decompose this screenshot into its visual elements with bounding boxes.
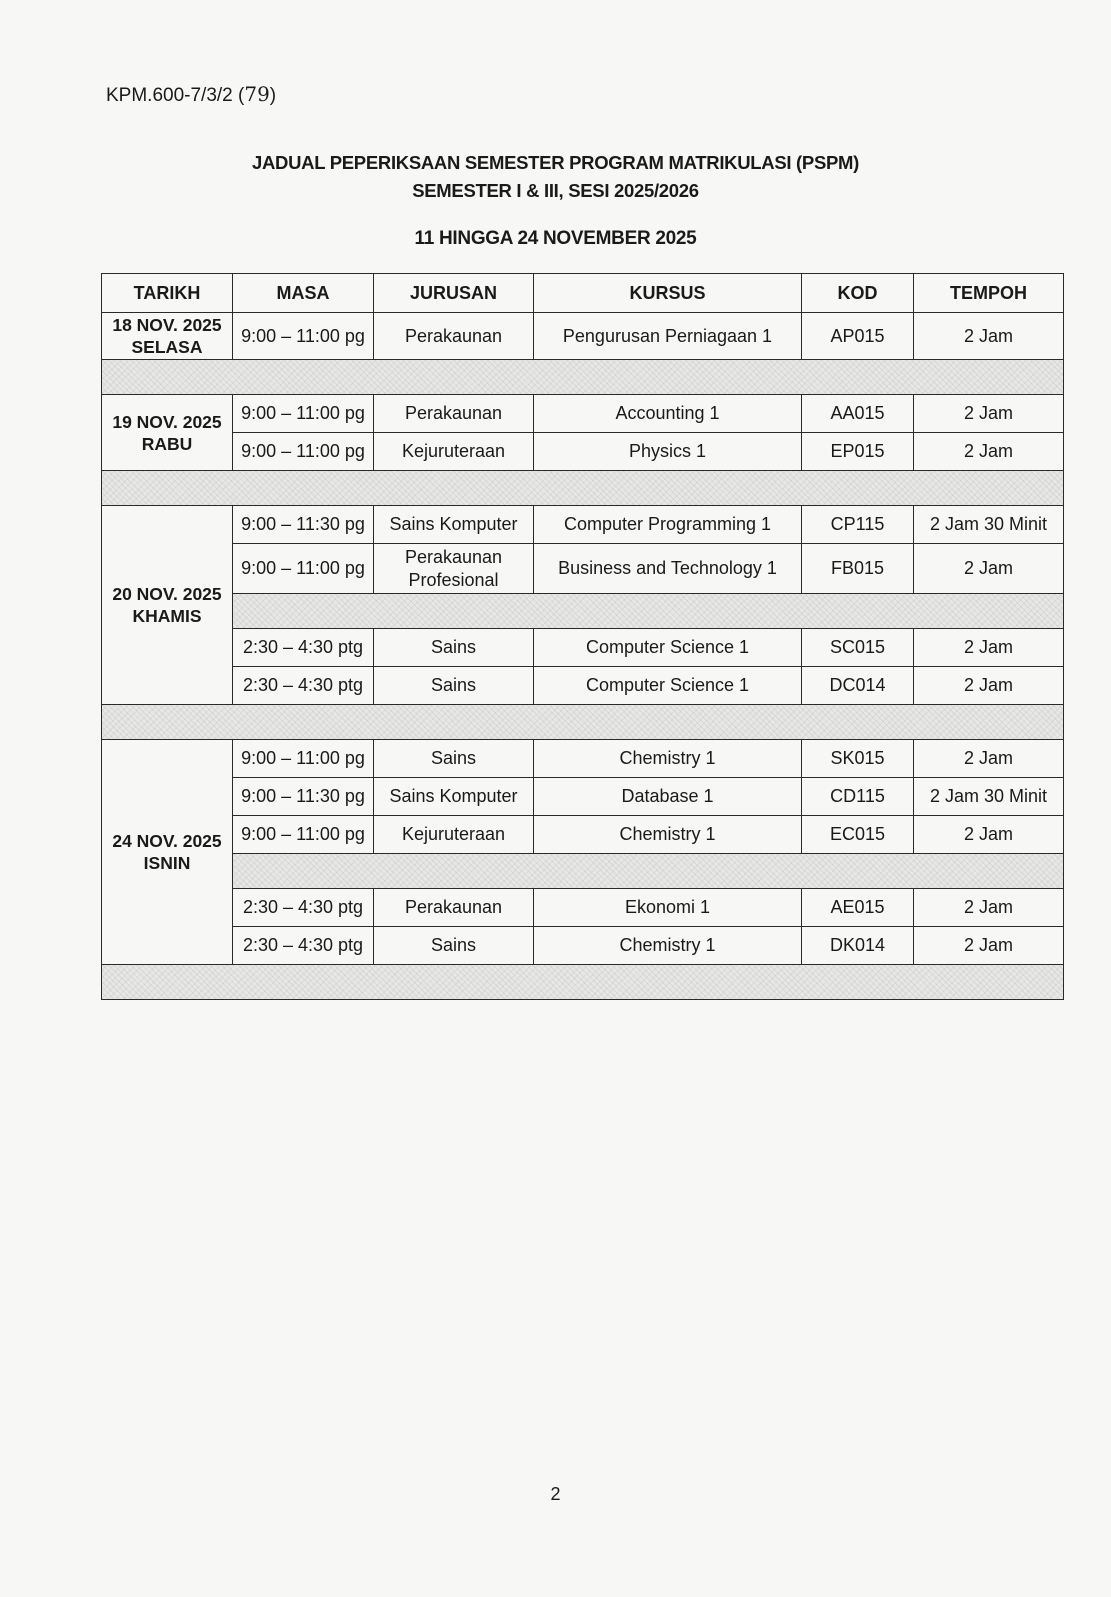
- kod-cell: SC015: [802, 629, 914, 667]
- table-row: [102, 740, 1064, 778]
- date-cell: [102, 740, 233, 965]
- masa-cell: 2:30 – 4:30 ptg: [233, 629, 374, 667]
- separator-row: [102, 854, 1064, 889]
- day-label: RABU: [141, 433, 193, 454]
- jurusan-cell: Sains Komputer: [374, 506, 534, 544]
- kod-cell: CP115: [802, 506, 914, 544]
- kursus-cell: Business and Technology 1: [534, 544, 802, 594]
- separator-row: [102, 965, 1064, 1000]
- date-label: 24 NOV. 2025: [112, 831, 222, 851]
- table-row: [102, 816, 1064, 854]
- masa-cell: 2:30 – 4:30 ptg: [233, 667, 374, 705]
- kursus-cell: Pengurusan Perniagaan 1: [534, 313, 802, 360]
- masa-cell: 9:00 – 11:30 pg: [233, 506, 374, 544]
- table-row: [102, 395, 1064, 433]
- table-row: [102, 889, 1064, 927]
- table-row: [102, 313, 1064, 360]
- kursus-cell: Database 1: [534, 778, 802, 816]
- jurusan-cell: Sains: [374, 740, 534, 778]
- jurusan-cell: Perakaunan: [374, 889, 534, 927]
- tempoh-cell: 2 Jam: [914, 927, 1064, 965]
- tempoh-cell: 2 Jam: [914, 816, 1064, 854]
- kursus-cell: Chemistry 1: [534, 816, 802, 854]
- masa-cell: 9:00 – 11:30 pg: [233, 778, 374, 816]
- separator-row: [102, 360, 1064, 395]
- kod-cell: SK015: [802, 740, 914, 778]
- jurusan-cell: Kejuruteraan: [374, 433, 534, 471]
- header-tempoh: TEMPOH: [914, 274, 1064, 313]
- table-row: [102, 927, 1064, 965]
- header-jurusan: JURUSAN: [374, 274, 534, 313]
- jurusan-cell: Perakaunan: [374, 313, 534, 360]
- masa-cell: 9:00 – 11:00 pg: [233, 544, 374, 594]
- date-label: 19 NOV. 2025: [112, 411, 222, 432]
- kod-cell: EC015: [802, 816, 914, 854]
- kod-cell: FB015: [802, 544, 914, 594]
- exam-schedule-table: [101, 273, 1064, 1000]
- kursus-cell: Ekonomi 1: [534, 889, 802, 927]
- kursus-cell: Accounting 1: [534, 395, 802, 433]
- kod-cell: DC014: [802, 667, 914, 705]
- table-row: [102, 506, 1064, 544]
- reference-suffix: ): [269, 85, 277, 106]
- tempoh-cell: 2 Jam: [914, 740, 1064, 778]
- day-label: ISNIN: [143, 853, 191, 873]
- date-cell: [102, 313, 233, 360]
- masa-cell: 2:30 – 4:30 ptg: [233, 927, 374, 965]
- kursus-cell: Chemistry 1: [534, 740, 802, 778]
- masa-cell: 9:00 – 11:00 pg: [233, 816, 374, 854]
- header-tarikh: TARIKH: [102, 274, 233, 313]
- tempoh-cell: 2 Jam: [914, 544, 1064, 594]
- date-label: 20 NOV. 2025: [112, 584, 222, 604]
- tempoh-cell: 2 Jam: [914, 433, 1064, 471]
- page-number: 2: [550, 1484, 561, 1504]
- kursus-cell: Computer Science 1: [534, 667, 802, 705]
- date-cell: [102, 395, 233, 471]
- jurusan-cell: Sains: [374, 667, 534, 705]
- tempoh-cell: 2 Jam: [914, 629, 1064, 667]
- day-label: SELASA: [131, 337, 203, 357]
- kod-cell: AA015: [802, 395, 914, 433]
- jurusan-cell: Perakaunan Profesional: [374, 544, 534, 594]
- kursus-cell: Computer Science 1: [534, 629, 802, 667]
- reference-handwritten: 79: [244, 82, 270, 106]
- jurusan-cell: Sains: [374, 629, 534, 667]
- masa-cell: 9:00 – 11:00 pg: [233, 740, 374, 778]
- reference-number: [106, 82, 276, 107]
- header-masa: MASA: [233, 274, 374, 313]
- document-title: JADUAL PEPERIKSAAN SEMESTER PROGRAM MATRIKULASI (PSPM): [251, 152, 860, 173]
- tempoh-cell: 2 Jam 30 Minit: [914, 506, 1064, 544]
- kod-cell: DK014: [802, 927, 914, 965]
- table-row: [102, 544, 1064, 594]
- kursus-cell: Chemistry 1: [534, 927, 802, 965]
- kursus-cell: Physics 1: [534, 433, 802, 471]
- tempoh-cell: 2 Jam 30 Minit: [914, 778, 1064, 816]
- jurusan-cell: Kejuruteraan: [374, 816, 534, 854]
- jurusan-cell: Sains Komputer: [374, 778, 534, 816]
- date-cell: [102, 506, 233, 705]
- header-kursus: KURSUS: [534, 274, 802, 313]
- masa-cell: 9:00 – 11:00 pg: [233, 433, 374, 471]
- header-kod: KOD: [802, 274, 914, 313]
- masa-cell: 9:00 – 11:00 pg: [233, 395, 374, 433]
- tempoh-cell: 2 Jam: [914, 667, 1064, 705]
- exam-date-range: 11 HINGGA 24 NOVEMBER 2025: [414, 228, 697, 249]
- table-row: [102, 778, 1064, 816]
- masa-cell: 2:30 – 4:30 ptg: [233, 889, 374, 927]
- separator-row: [102, 594, 1064, 629]
- jurusan-cell: Sains: [374, 927, 534, 965]
- day-label: KHAMIS: [132, 606, 202, 626]
- tempoh-cell: 2 Jam: [914, 313, 1064, 360]
- table-header-row: [102, 274, 1064, 313]
- kod-cell: AP015: [802, 313, 914, 360]
- reference-prefix: KPM.600-7/3/2 (: [106, 85, 245, 106]
- kod-cell: CD115: [802, 778, 914, 816]
- tempoh-cell: 2 Jam: [914, 395, 1064, 433]
- tempoh-cell: 2 Jam: [914, 889, 1064, 927]
- jurusan-cell: Perakaunan: [374, 395, 534, 433]
- date-label: 18 NOV. 2025: [112, 315, 222, 335]
- masa-cell: 9:00 – 11:00 pg: [233, 313, 374, 360]
- separator-row: [102, 471, 1064, 506]
- table-row: [102, 667, 1064, 705]
- kod-cell: EP015: [802, 433, 914, 471]
- kod-cell: AE015: [802, 889, 914, 927]
- separator-row: [102, 705, 1064, 740]
- kursus-cell: Computer Programming 1: [534, 506, 802, 544]
- document-subtitle: SEMESTER I & III, SESI 2025/2026: [412, 180, 699, 201]
- table-row: [102, 433, 1064, 471]
- table-row: [102, 629, 1064, 667]
